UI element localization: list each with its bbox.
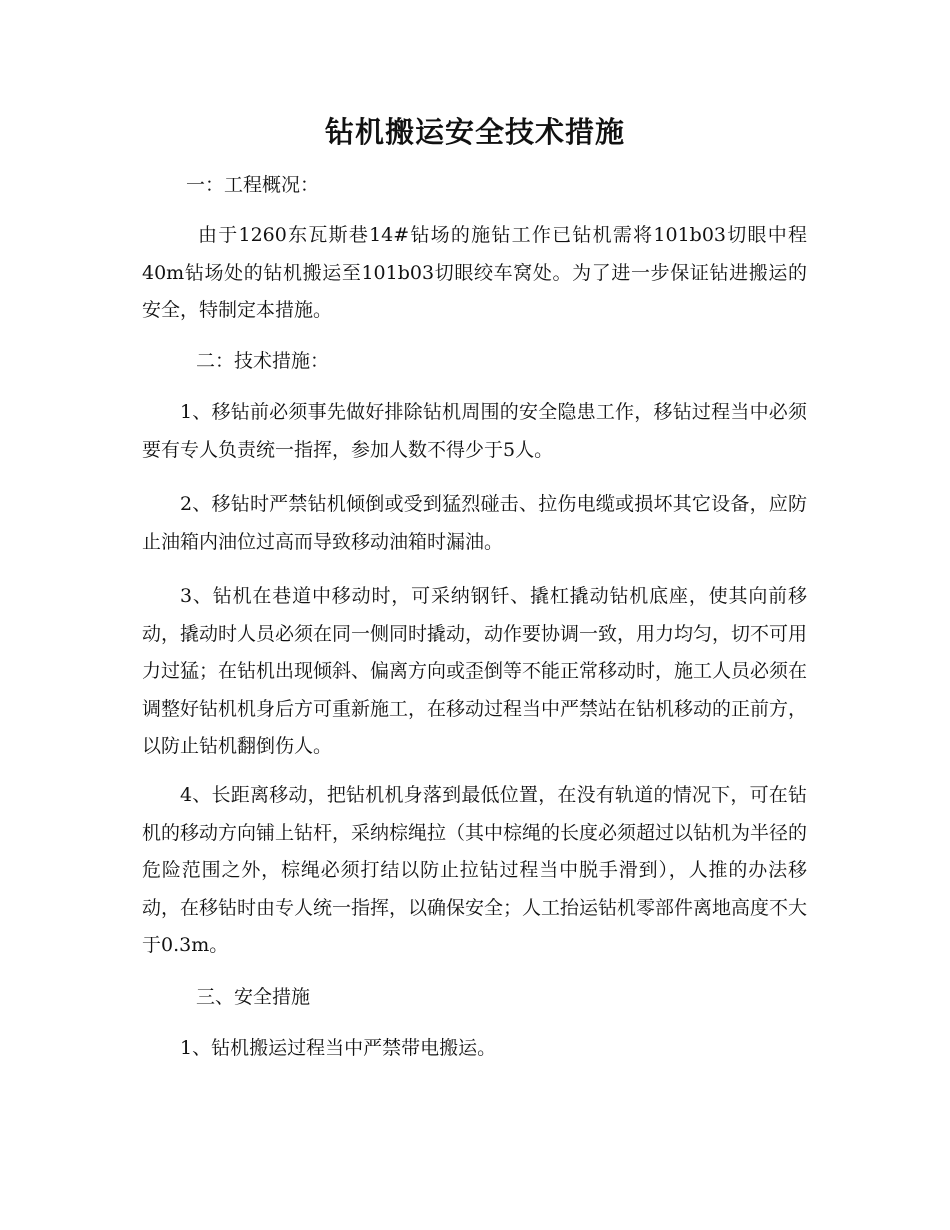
technical-measure-item-4: 4、长距离移动，把钻机机身落到最低位置，在没有轨道的情况下，可在钻机的移动方向铺上钻杆，采纳棕绳拉（其中棕绳的长度必须超过以钻机为半径的危险范围之外，棕绳必须打结以防止拉钻过程当中脱手滑到），人推的办法移动，在移钻时由专人统一指挥，以确保安全；人工抬运钻机零部件离地高度不大于0.3m。 (142, 784, 808, 956)
technical-measure-item-2: 2、移钻时严禁钻机倾倒或受到猛烈碰击、拉伤电缆或损坏其它设备，应防止油箱内油位过高而导致移动油箱时漏油。 (142, 493, 807, 553)
section-heading-overview: 一：工程概况： (186, 174, 320, 196)
section-heading-safety-measures: 三、安全措施 (196, 986, 311, 1008)
technical-measure-item-3: 3、钻机在巷道中移动时，可采纳钢钎、撬杠撬动钻机底座，使其向前移动，撬动时人员必须在同一侧同时撬动，动作要协调一致，用力均匀，切不可用力过猛；在钻机出现倾斜、偏离方向或歪倒等不能正常移动时，施工人员必须在调整好钻机机身后方可重新施工，在移动过程当中严禁站在钻机移动的正前方，以防止钻机翻倒伤人。 (142, 585, 808, 757)
technical-measure-item-1: 1、移钻前必须事先做好排除钻机周围的安全隐患工作，移钻过程当中必须要有专人负责统一指挥，参加人数不得少于5人。 (142, 401, 807, 461)
overview-paragraph: 由于1260东瓦斯巷14#钻场的施钻工作已钻机需将101b03切眼中程40m钻场处的钻机搬运至101b03切眼绞车窝处。为了进一步保证钻进搬运的安全，特制定本措施。 (142, 224, 807, 321)
safety-measure-item-1: 1、钻机搬运过程当中严禁带电搬运。 (180, 1037, 497, 1059)
section-heading-technical-measures: 二：技术措施： (196, 350, 330, 372)
document-title: 钻机搬运安全技术措施 (324, 115, 625, 149)
